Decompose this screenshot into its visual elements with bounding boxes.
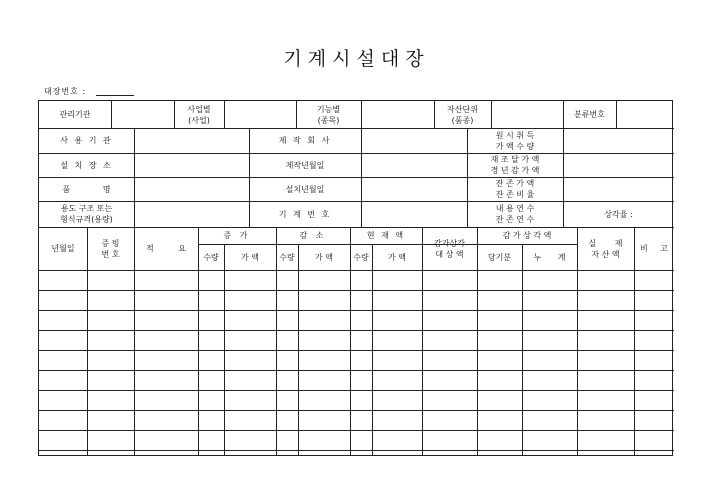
depreciation-base-line1: 감가상각 — [434, 238, 465, 248]
decrease-header: 감 소 — [299, 231, 327, 240]
useful-life-label — [467, 201, 563, 227]
actual-asset-line1: 실 제 — [588, 238, 623, 248]
cumulative-header — [522, 244, 577, 270]
user-agency-label: 사 용 기 관 — [60, 136, 113, 145]
grid-line — [522, 244, 523, 456]
class-number-label: 분류번호 — [574, 110, 605, 119]
depreciation-rate-label: 상각율 : — [604, 209, 633, 219]
install-date-label: 설치년월일 — [285, 184, 325, 194]
remarks-text: 비 고 — [640, 244, 668, 253]
current-period-header: 당기분 — [487, 252, 512, 262]
useful-life-label-line2: 잔 존 연 수 — [495, 215, 535, 224]
manufacture-date-label: 제작년월일 — [285, 160, 325, 170]
summary-text: 적 요 — [146, 244, 186, 253]
actual-asset-header — [577, 227, 634, 270]
grid-line — [296, 101, 297, 128]
grid-line — [134, 227, 135, 456]
residual-label-line1: 잔 존 가 액 — [495, 179, 535, 188]
accumulated-depreciation-header: 감 가 상 각 액 — [502, 231, 552, 240]
grid-line — [491, 101, 492, 128]
decrease-price-header: 가 액 — [315, 252, 333, 262]
grid-line — [634, 227, 635, 456]
grid-line — [111, 101, 112, 128]
grid-line — [350, 227, 351, 456]
grid-line — [434, 101, 435, 128]
decrease-qty-header: 수량 — [279, 252, 295, 262]
grid-line — [361, 101, 362, 128]
grid-line — [134, 128, 135, 227]
grid-line — [298, 244, 299, 456]
grid-line — [249, 128, 250, 227]
acquisition-label-line2: 가 액 수 량 — [495, 141, 535, 151]
grid-line — [467, 128, 468, 227]
cumulative-text: 누 계 — [533, 252, 566, 262]
grid-line — [422, 227, 423, 456]
business-label-line2: (사업) — [188, 115, 210, 125]
grid-line — [224, 101, 225, 128]
replacement-label — [467, 153, 563, 177]
grid-line — [563, 101, 564, 128]
actual-asset-line2: 자 산 액 — [591, 249, 620, 259]
depreciation-base-header — [422, 227, 477, 270]
asset-unit-label-line2: (품종) — [451, 115, 474, 125]
machine-number-label: 기 계 번 호 — [278, 209, 332, 219]
spec-label-line1: 용도 구조 또는 — [60, 204, 113, 213]
increase-qty-header: 수량 — [203, 252, 219, 262]
grid-line — [87, 227, 88, 456]
current-qty-header: 수량 — [353, 252, 369, 262]
business-label — [174, 101, 224, 128]
install-location-label: 설 치 장 소 — [60, 160, 113, 170]
machine-register-form — [38, 100, 673, 456]
grid-line — [577, 227, 578, 456]
current-price-header: 가 액 — [388, 252, 406, 262]
register-number-label: 대장번호 : — [44, 87, 87, 96]
evidence-number-line2: 번 호 — [101, 249, 120, 259]
grid-line — [372, 244, 373, 456]
evidence-number-header — [87, 227, 134, 270]
spec-label-line2: 형식규격(용량) — [60, 215, 113, 224]
document-title: 기계시설대장 — [283, 48, 430, 70]
replacement-label-line2: 경 년 감 가 액 — [490, 166, 540, 175]
manufacturer-label: 제 작 회 사 — [278, 136, 332, 145]
spec-label — [39, 201, 134, 227]
grid-line — [477, 227, 478, 456]
asset-unit-label-line1: 자산단위 — [447, 104, 478, 114]
current-amount-header: 현 재 액 — [366, 231, 406, 240]
managing-agency-label: 관리기관 — [59, 110, 91, 119]
replacement-label-line1: 재 조 달 가 액 — [490, 155, 540, 164]
acquisition-label-line1: 원 시 취 득 — [495, 130, 535, 140]
register-number-field[interactable] — [96, 95, 134, 96]
residual-label-line2: 잔 존 비 율 — [495, 190, 535, 199]
residual-label — [467, 177, 563, 201]
function-label-line2: (종목) — [317, 115, 340, 125]
item-name-label — [39, 177, 134, 201]
useful-life-label-line1: 내 용 연 수 — [495, 204, 535, 213]
function-label-line1: 기능별 — [316, 104, 341, 114]
grid-line — [616, 101, 617, 128]
summary-header — [134, 227, 198, 270]
grid-line — [174, 101, 175, 128]
grid-line — [563, 128, 564, 227]
function-label — [296, 101, 361, 128]
increase-price-header: 가 액 — [241, 252, 259, 262]
depreciation-base-line2: 대 상 액 — [435, 249, 464, 259]
evidence-number-line1: 증 빙 — [101, 238, 120, 248]
grid-line — [224, 244, 225, 456]
grid-line — [276, 227, 277, 456]
business-label-line1: 사업별 — [187, 104, 211, 114]
asset-unit-label — [434, 101, 491, 128]
date-header: 년월일 — [51, 244, 75, 253]
grid-line — [198, 244, 577, 245]
remarks-header — [634, 227, 674, 270]
increase-header: 증 가 — [223, 231, 251, 240]
item-name-text: 품 명 — [62, 184, 111, 194]
grid-line — [361, 128, 362, 227]
grid-line — [198, 227, 199, 456]
acquisition-label — [467, 128, 563, 153]
